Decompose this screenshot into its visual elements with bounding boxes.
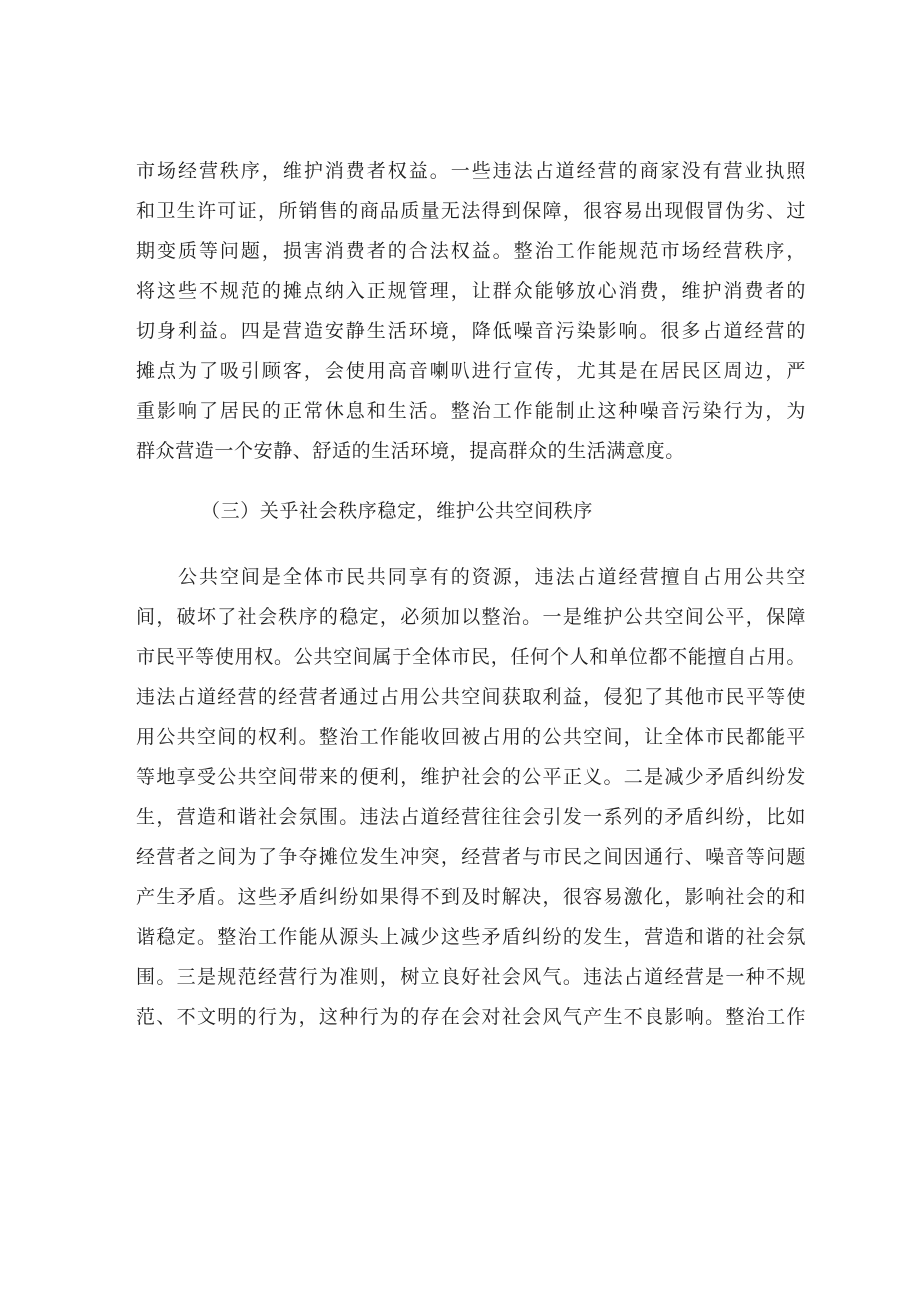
paragraph-1-line-8: 群众营造一个安静、舒适的生活环境，提高群众的生活满意度。 xyxy=(136,440,685,462)
paragraph-2-line-7: 生，营造和谐社会氛围。违法占道经营往往会引发一系列的矛盾纠纷，比如 xyxy=(136,806,806,828)
paragraph-1-line-3: 期变质等问题，损害消费者的合法权益。整治工作能规范市场经营秩序， xyxy=(136,240,806,262)
paragraph-2-line-10: 谐稳定。整治工作能从源头上减少这些矛盾纠纷的发生，营造和谐的社会氛 xyxy=(136,926,806,948)
paragraph-2-line-4: 违法占道经营的经营者通过占用公共空间获取利益，侵犯了其他市民平等使 xyxy=(136,686,806,708)
paragraph-2-line-1: 公共空间是全体市民共同享有的资源，违法占道经营擅自占用公共空 xyxy=(178,566,806,588)
paragraph-2-line-12: 范、不文明的行为，这种行为的存在会对社会风气产生不良影响。整治工作 xyxy=(136,1006,806,1028)
paragraph-1-line-5: 切身利益。四是营造安静生活环境，降低噪音污染影响。很多占道经营的 xyxy=(136,320,806,342)
paragraph-1-line-1: 市场经营秩序，维护消费者权益。一些违法占道经营的商家没有营业执照 xyxy=(136,160,806,182)
paragraph-2-line-11: 围。三是规范经营行为准则，树立良好社会风气。违法占道经营是一种不规 xyxy=(136,966,806,988)
paragraph-2-line-2: 间，破坏了社会秩序的稳定，必须加以整治。一是维护公共空间公平，保障 xyxy=(136,606,806,628)
paragraph-1-line-2: 和卫生许可证，所销售的商品质量无法得到保障，很容易出现假冒伪劣、过 xyxy=(136,200,806,222)
paragraph-2-line-3: 市民平等使用权。公共空间属于全体市民，任何个人和单位都不能擅自占用。 xyxy=(136,646,806,668)
paragraph-2-line-5: 用公共空间的权利。整治工作能收回被占用的公共空间，让全体市民都能平 xyxy=(136,726,806,748)
paragraph-2-line-6: 等地享受公共空间带来的便利，维护社会的公平正义。二是减少矛盾纠纷发 xyxy=(136,766,806,788)
paragraph-2-line-9: 产生矛盾。这些矛盾纠纷如果得不到及时解决，很容易激化，影响社会的和 xyxy=(136,886,806,908)
paragraph-1-line-6: 摊点为了吸引顾客，会使用高音喇叭进行宣传，尤其是在居民区周边，严 xyxy=(136,360,806,382)
paragraph-1-line-7: 重影响了居民的正常休息和生活。整治工作能制止这种噪音污染行为，为 xyxy=(136,400,806,422)
section-heading: （三）关乎社会秩序稳定，维护公共空间秩序 xyxy=(201,500,594,522)
paragraph-2-line-8: 经营者之间为了争夺摊位发生冲突，经营者与市民之间因通行、噪音等问题 xyxy=(136,846,806,868)
paragraph-1-line-4: 将这些不规范的摊点纳入正规管理，让群众能够放心消费，维护消费者的 xyxy=(136,280,806,302)
